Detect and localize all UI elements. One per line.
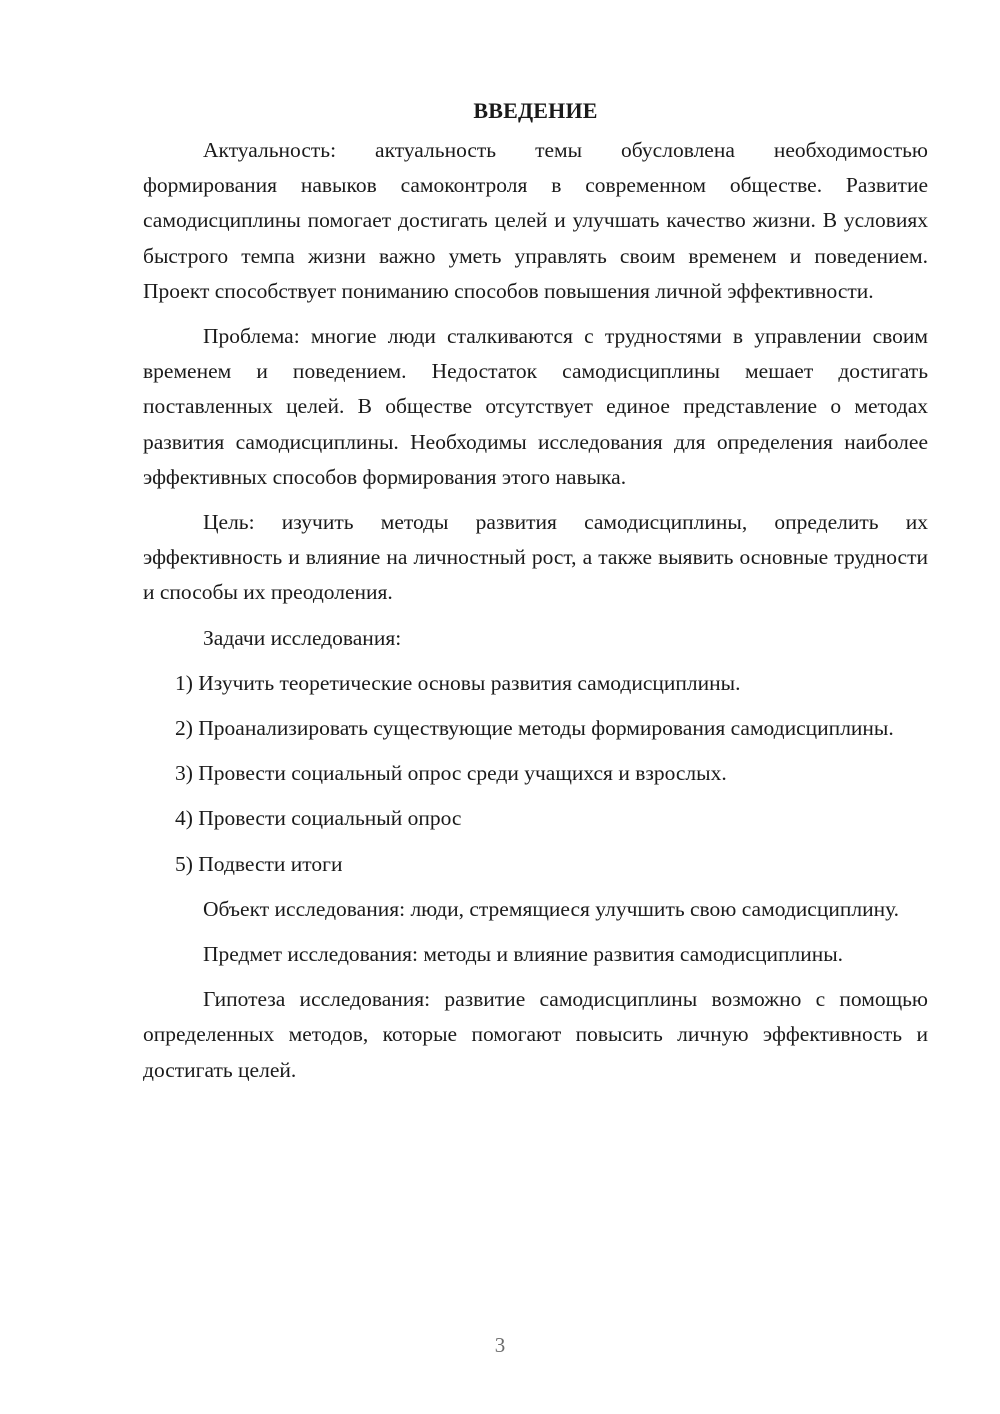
task-item-1: 1) Изучить теоретические основы развития самодисциплины. [175, 670, 741, 695]
task-item-3: 3) Провести социальный опрос среди учащихся и взрослых. [175, 761, 727, 786]
paragraph-problem: Проблема: многие люди сталкиваются с трудностями в управлении своим временем и поведением. Недостаток самодисциплины мешает достигать поставленных целей. В обществе отсутствует единое представление о методах развития самодисциплины. Необходимы исследования для определения наиболее эффективных способов формирования этого навыка. [143, 324, 928, 489]
task-item-4: 4) Провести социальный опрос [175, 806, 462, 831]
paragraph-object: Объект исследования: люди, стремящиеся улучшить свою самодисциплину. [203, 896, 900, 921]
task-item-2: 2) Проанализировать существующие методы формирования самодисциплины. [175, 716, 894, 741]
page-number: 3 [494, 1333, 506, 1357]
task-item-5: 5) Подвести итоги [175, 851, 343, 876]
section-title: ВВЕДЕНИЕ [473, 98, 598, 123]
paragraph-goal: Цель: изучить методы развития самодисциплины, определить их эффективность и влияние на личностный рост, а также выявить основные трудности и способы их преодоления. [143, 510, 928, 605]
document-page [143, 96, 928, 1098]
paragraph-subject: Предмет исследования: методы и влияние развития самодисциплины. [203, 942, 844, 967]
paragraph-relevance: Актуальность: актуальность темы обусловлена необходимостью формирования навыков самоконтроля в современном обществе. Развитие самодисциплины помогает достигать целей и улучшать качество жизни. В условиях быстрого темпа жизни важно уметь управлять своим временем и поведением. Проект способствует пониманию способов повышения личной эффективности. [143, 138, 928, 303]
paragraph-hypothesis: Гипотеза исследования: развитие самодисциплины возможно с помощью определенных методов, которые помогают повысить личную эффективность и достигать целей. [143, 987, 928, 1082]
tasks-heading: Задачи исследования: [203, 625, 402, 650]
